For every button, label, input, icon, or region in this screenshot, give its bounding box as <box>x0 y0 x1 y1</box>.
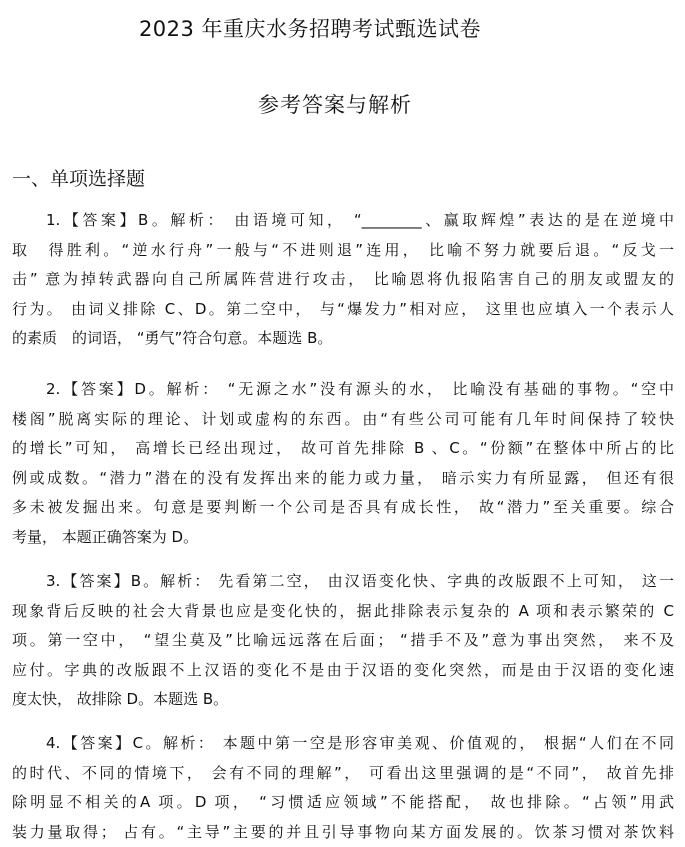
paragraph-line: 4.【答案】C。解析： 本题中第一空是形容审美观、价值观的， 根据“人们在不同 <box>12 729 674 759</box>
section-heading: 一、单项选择题 <box>12 164 145 194</box>
paragraph-line: 度太快， 故排除 D。本题选 B。 <box>12 685 674 715</box>
paragraph-line: 行为。 由词义排除 C、D。第二空中， 与“爆发力”相对应， 这里也应填入一个表示人 <box>12 295 674 325</box>
paragraph-line: 的增长”可知， 高增长已经出现过， 故可首先排除 B 、C。“份额”在整体中所占的比 <box>12 434 674 464</box>
paragraph-line: 2.【答案】D。解析： “无源之水”没有源头的水， 比喻没有基础的事物。“空中 <box>12 375 674 405</box>
paragraph-line: 楼阁”脱离实际的理论、计划或虚构的东西。由“有些公司可能有几年时间保持了较快 <box>12 405 674 435</box>
paragraph-line: 击” 意为掉转武器向自己所属阵营进行攻击， 比喻恩将仇报陷害自己的朋友或盟友的 <box>12 265 674 295</box>
paragraph-line: 取 得胜利。“逆水行舟”一般与“不进则退”连用， 比喻不努力就要后退。“反戈一 <box>12 236 674 266</box>
paragraph-line: 除明显不相关的A 项。D 项， “习惯适应领域”不能搭配， 故也排除。“占领”用武 <box>12 788 674 818</box>
paragraph-line: 多未被发掘出来。句意是要判断一个公司是否具有成长性， 故“潜力”至关重要。综合 <box>12 493 674 523</box>
paragraph-line: 装力量取得； 占有。“主导”主要的并且引导事物向某方面发展的。饮茶习惯对茶饮料 <box>12 818 674 847</box>
paragraph-line: 的素质 的词语， “勇气”符合句意。本题选 B。 <box>12 324 674 354</box>
paragraph-line: 3.【答案】B。解析： 先看第二空， 由汉语变化快、字典的改版跟不上可知， 这一 <box>12 567 674 597</box>
paragraph-line: 考量， 本题正确答案为 D。 <box>12 523 674 553</box>
answer-paragraph-2 <box>12 375 674 552</box>
answer-paragraph-1 <box>12 206 674 354</box>
paragraph-line: 的时代、不同的情境下， 会有不同的理解”， 可看出这里强调的是“不同”， 故首先排 <box>12 759 674 789</box>
answer-paragraph-4 <box>12 729 674 847</box>
answer-paragraph-3 <box>12 567 674 715</box>
paragraph-line: 项。第一空中， “望尘莫及”比喻远远落在后面； “措手不及”意为事出突然， 来不及 <box>12 626 674 656</box>
page-subtitle: 参考答案与解析 <box>0 90 670 120</box>
paragraph-line: 1.【答案】B。解析： 由语境可知， “________、赢取辉煌”表达的是在逆境中 <box>12 206 674 236</box>
paragraph-line: 例或成数。“潜力”潜在的没有发挥出来的能力或力量， 暗示实力有所显露， 但还有很 <box>12 464 674 494</box>
page-title: 2023 年重庆水务招聘考试甄选试卷 <box>0 14 620 44</box>
paragraph-line: 现象背后反映的社会大背景也应是变化快的，据此排除表示复杂的 A 项和表示繁荣的 C <box>12 597 674 627</box>
paragraph-line: 应付。字典的改版跟不上汉语的变化不是由于汉语的变化突然，而是由于汉语的变化速 <box>12 656 674 686</box>
